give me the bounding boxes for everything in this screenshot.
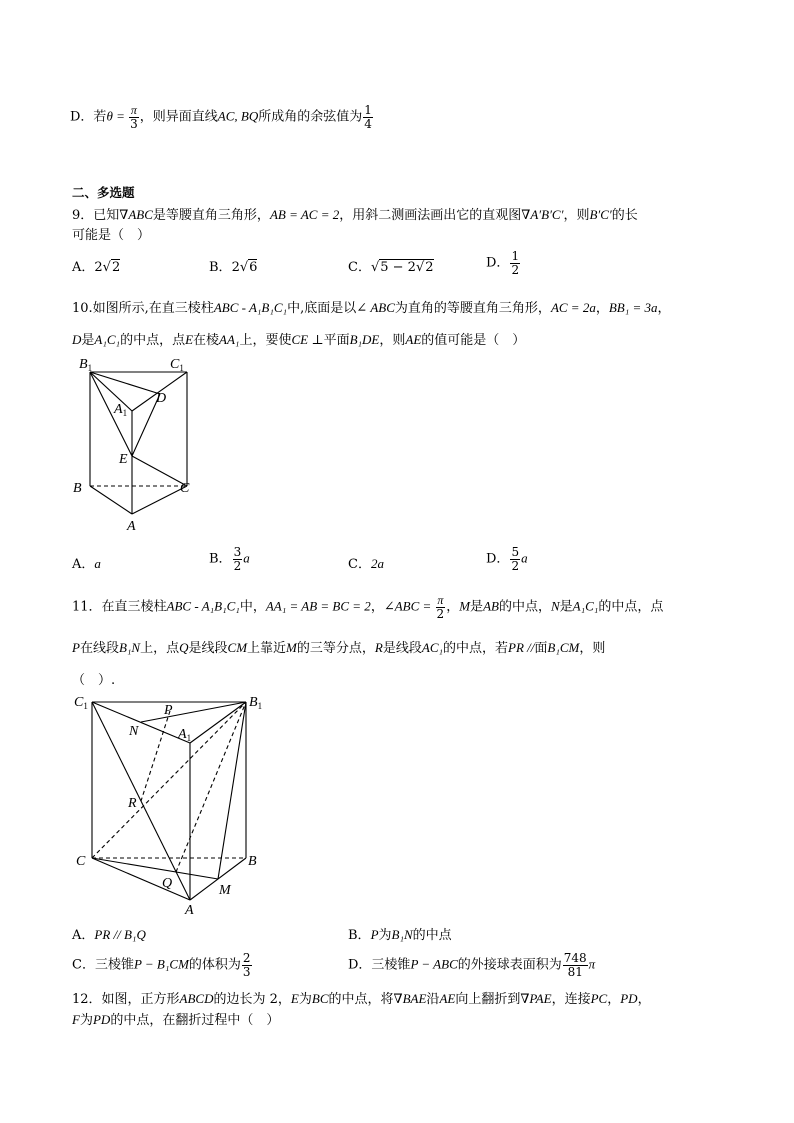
q12-stem-line2: F为PD的中点，在翻折过程中（ ） [72,1012,280,1028]
q10-option-b: B． $\frac{3}{2}$ a [209,545,250,573]
q10-stem-line1: 10.如图所示,在直三棱柱ABC - A₁B₁C₁中,底面是以∠ ABC为直角的等腰直角三角形，AC = 2a，BB₁ = 3a， [72,300,671,316]
q8-option-d: D．若θ = $\frac{\pi}{3}$ ，则异面直线AC, BQ所成角的余弦值为 $\frac{1}{4}$ [70,103,372,131]
segment-ec [132,456,187,486]
label-m: M [219,883,231,898]
edge-b1a1 [90,372,132,411]
q9-stem-line2: 可能是（ ） [72,228,151,243]
label-a: A [127,519,136,534]
q11-prism-figure [70,688,270,918]
q9-stem-line1: 9．已知∇ABC是等腰直角三角形，AB = AC = 2，用斜二测画法画出它的直观图∇A′B′C′，则B′C′的长 [72,207,638,223]
q10-option-a: A．a [72,556,101,572]
segment-cm [92,858,218,879]
fraction-one-quarter: $\frac{1}{4}$ [364,103,372,131]
q9-option-d: D． $\frac{1}{2}$ [486,249,520,277]
label-b1: $B_1$ [79,357,93,373]
label-d: D [156,391,167,406]
label-a1: $A_1$ [114,402,128,418]
segment-mb1 [218,702,246,879]
label-c: C [180,481,190,496]
edge-c1a1 [92,702,190,743]
section-title: 二、多选题 [72,185,135,200]
label-c1: $C_1$ [74,695,88,711]
q12-stem-line1: 12．如图，正方形ABCD的边长为 2，E为BC的中点，将∇BAE沿AE向上翻折到∇PAE，连接PC，PD， [72,991,651,1007]
label-b: B [248,854,257,869]
label-a: A [185,903,194,918]
label-e: E [119,452,128,467]
label-r: R [128,796,137,811]
q10-stem-line2: D是A₁C₁的中点，点E在棱AA₁上，要使CE ⊥平面B₁DE，则AE的值可能是（ ） [72,332,526,348]
q9-option-a: A．2√2 [72,260,121,275]
label-c1: $C_1$ [170,357,184,373]
label-b1: $B_1$ [249,695,263,711]
q11-stem-line1: 11．在直三棱柱ABC - A₁B₁C₁中，AA₁ = AB = BC = 2，∠ABC = $\frac{\pi}{2}$ ，M是AB的中点，N是A₁C₁的中点，点 [72,593,664,621]
q11-option-c: C．三棱锥P − B₁CM的体积为 $\frac{2}{3}$ [72,951,251,979]
q10-prism-figure [70,356,200,536]
q11-option-d: D．三棱锥P − ABC的外接球表面积为 $\frac{748}{81}$ π [348,951,596,979]
q9-option-c: C．√5 − 2√2 [348,260,434,275]
q11-option-b: B．P为B₁N的中点 [348,927,452,943]
label-c: C [76,854,86,869]
label-b: B [73,481,82,496]
edge-ba [90,486,132,514]
q9-option-b: B．2√6 [209,260,258,275]
label-q: Q [162,876,173,891]
edge-ca [132,486,187,514]
label-n: N [129,724,139,739]
segment-nb1 [141,702,246,722]
label-a1: $A_1$ [178,727,192,743]
q11-stem-line3: （ ）. [72,673,116,688]
segment-b1d [90,372,160,394]
label-p: P [164,703,173,718]
edge-ca [92,858,190,900]
q10-option-c: C．2a [348,556,384,572]
q11-option-a: A．PR // B₁Q [72,927,146,943]
q10-option-d: D． $\frac{5}{2}$ a [486,545,528,573]
segment-cb1 [92,702,246,858]
fraction-pi-over-3: $\frac{\pi}{3}$ [130,103,138,131]
q11-stem-line2: P在线段B₁N上，点Q是线段CM上靠近M的三等分点，R是线段AC₁的中点，若PR //面B₁CM，则 [72,640,606,656]
